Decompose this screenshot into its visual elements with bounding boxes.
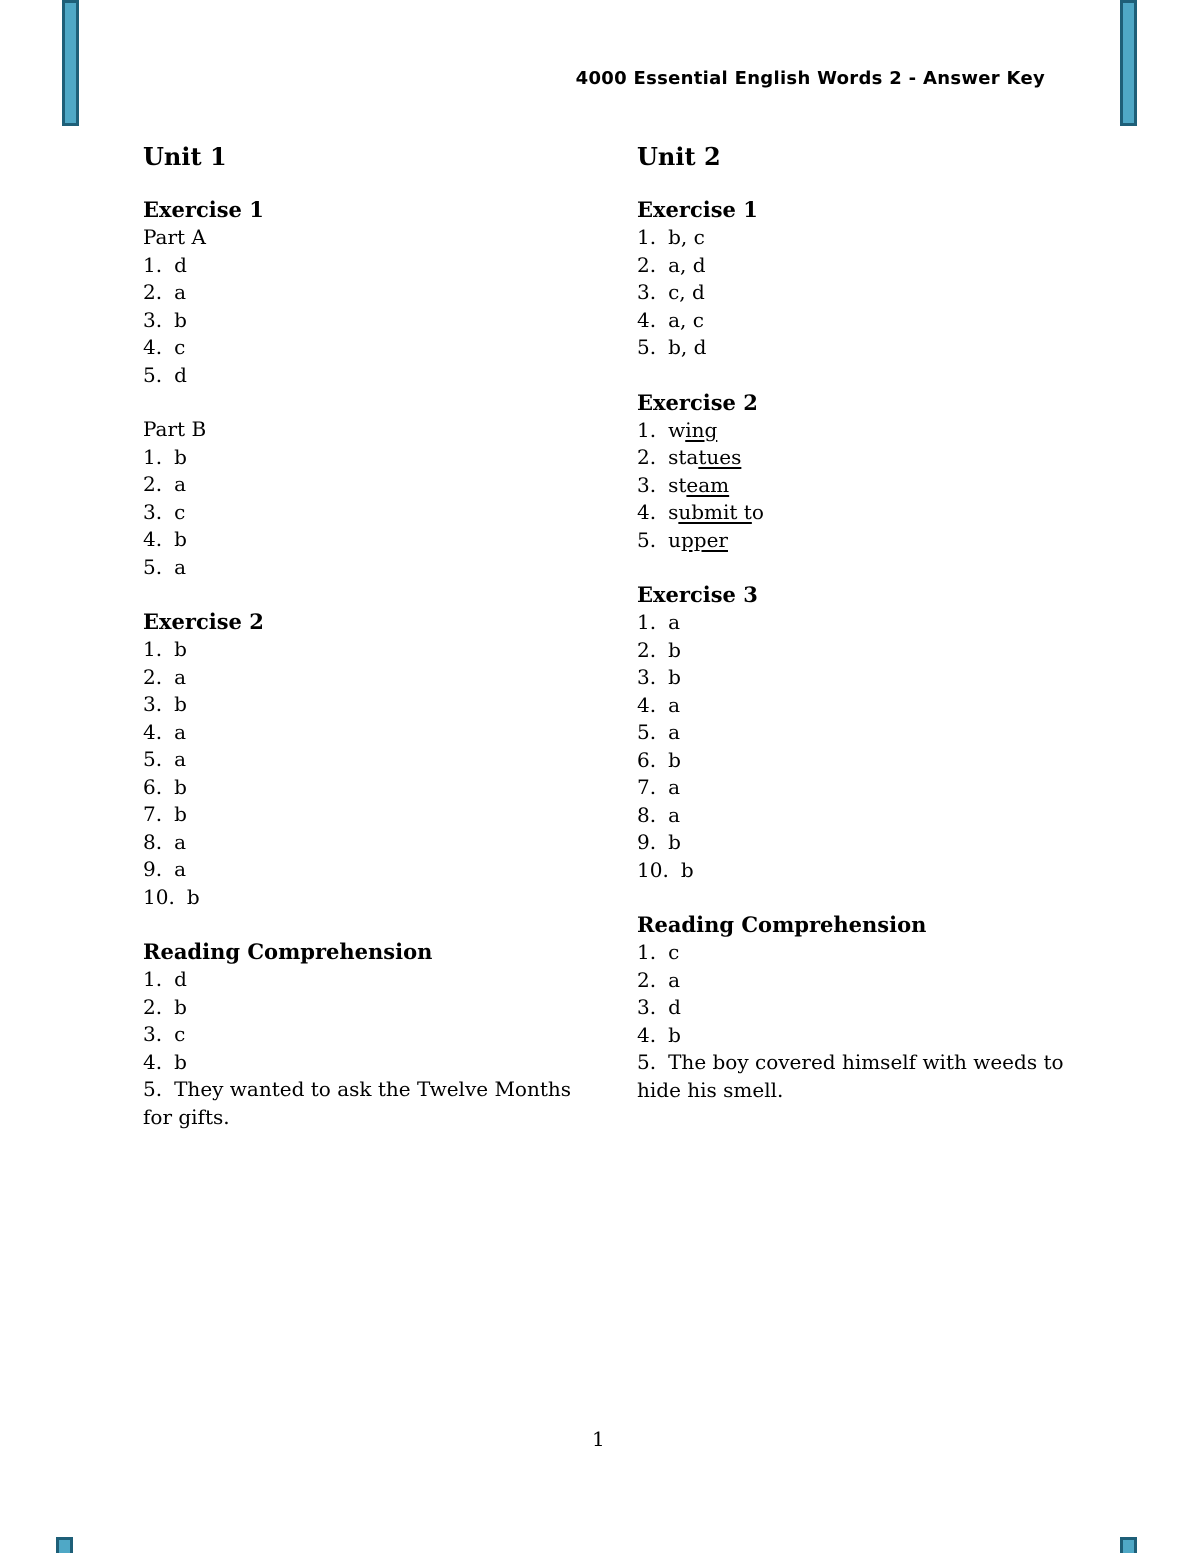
answer-item-number: 3. xyxy=(143,499,163,524)
answer-item-value: a xyxy=(668,967,681,992)
answer-item-number: 7. xyxy=(143,802,163,826)
block-heading: Reading Comprehension xyxy=(143,939,433,964)
answer-item-value: They wanted to ask the Twelve Months xyxy=(174,1077,572,1101)
answer-item-number: 5. xyxy=(143,1077,163,1101)
answer-item-number: 1. xyxy=(637,610,657,634)
answer-item xyxy=(143,499,637,527)
block-heading: Exercise 2 xyxy=(143,609,264,634)
decorative-bar-top-left xyxy=(62,0,79,126)
answer-item-number: 1. xyxy=(143,444,163,469)
answer-item-value: b xyxy=(680,857,694,882)
answer-item-value: b xyxy=(668,637,681,662)
answer-item xyxy=(637,829,1107,857)
answer-item-value: The boy covered himself with weeds to xyxy=(668,1050,1064,1074)
answer-item-value: c xyxy=(668,940,680,964)
answer-item-value: b xyxy=(186,884,200,909)
answer-item-number: 5. xyxy=(637,1050,657,1074)
answer-item xyxy=(637,224,1107,252)
answer-item-number: 4. xyxy=(637,692,657,717)
answer-item-number: 10. xyxy=(637,857,669,882)
answer-item xyxy=(143,691,637,719)
answer-item-number: 4. xyxy=(637,307,657,332)
decorative-bar-bottom-left xyxy=(56,1537,73,1553)
answer-item-number: 9. xyxy=(637,830,657,854)
answer-item-number: 3. xyxy=(637,665,657,689)
answer-item-number: 4. xyxy=(143,1049,163,1074)
answer-item xyxy=(143,307,637,335)
answer-item xyxy=(637,307,1107,335)
answer-item xyxy=(143,994,637,1022)
answer-item-number: 3. xyxy=(637,995,657,1019)
answer-item-value xyxy=(668,528,728,552)
answer-item-number: 3. xyxy=(143,692,163,716)
answer-item-number: 8. xyxy=(143,829,163,854)
decorative-bar-bottom-right xyxy=(1120,1537,1137,1553)
answer-item-value: a xyxy=(668,802,681,827)
answer-item xyxy=(637,499,1107,527)
answer-item-value: b xyxy=(174,774,187,799)
answer-item-value: a xyxy=(174,829,187,854)
answer-item-number: 4. xyxy=(637,500,657,524)
answer-item-number: 3. xyxy=(637,280,657,304)
answer-item-value: b xyxy=(174,802,187,826)
answer-item-number: 4. xyxy=(143,527,163,551)
answer-item xyxy=(143,746,637,774)
answer-item-continuation: hide his smell. xyxy=(637,1077,784,1102)
answer-item-value: b xyxy=(174,307,187,332)
answer-segment: st xyxy=(668,472,687,497)
answer-block xyxy=(637,389,1107,555)
answer-item xyxy=(637,857,1107,885)
answer-item xyxy=(637,527,1107,555)
answer-item-value: b xyxy=(668,1022,681,1047)
answer-item-number: 5. xyxy=(637,720,657,744)
answer-item-number: 2. xyxy=(143,280,163,304)
answer-item-value xyxy=(668,500,764,524)
answer-item-number: 1. xyxy=(143,967,163,991)
answer-segment: s xyxy=(668,500,679,524)
answer-item xyxy=(637,664,1107,692)
answer-item xyxy=(143,334,637,362)
answer-item xyxy=(143,444,637,472)
answer-item-value: a xyxy=(668,692,681,717)
answer-item xyxy=(143,1076,637,1104)
answer-item-value: b, c xyxy=(668,225,705,249)
answer-item xyxy=(143,1049,637,1077)
answer-segment: o xyxy=(751,500,764,524)
block-heading: Exercise 1 xyxy=(143,197,264,222)
answer-item-value: a, c xyxy=(668,307,704,332)
part-label: Part B xyxy=(143,417,207,441)
unit-column-2 xyxy=(637,142,1107,1158)
answer-key-columns xyxy=(143,142,1107,1158)
answer-block xyxy=(143,938,637,1131)
answer-item-value: c xyxy=(174,335,186,359)
answer-item-value: a xyxy=(174,554,187,579)
answer-item xyxy=(637,609,1107,637)
answer-item-value: b xyxy=(174,527,187,551)
answer-item xyxy=(143,554,637,582)
answer-item-number: 2. xyxy=(143,994,163,1019)
answer-item-value: b xyxy=(174,444,187,469)
answer-item-number: 7. xyxy=(637,775,657,799)
answer-item xyxy=(637,334,1107,362)
answer-item-value: c, d xyxy=(668,280,705,304)
answer-item-value: a xyxy=(174,472,187,496)
answer-item-value: a, d xyxy=(668,252,706,277)
block-heading: Reading Comprehension xyxy=(637,912,927,937)
answer-item-value xyxy=(668,445,741,469)
document-header-title: 4000 Essential English Words 2 - Answer Key xyxy=(575,68,1045,89)
answer-item-value xyxy=(668,418,717,442)
answer-item xyxy=(143,829,637,857)
answer-item xyxy=(143,774,637,802)
answer-item-value: a xyxy=(174,857,187,881)
answer-item-value: c xyxy=(174,1022,186,1046)
unit-title: Unit 2 xyxy=(637,142,721,171)
answer-item-value: a xyxy=(174,747,187,771)
answer-item-number: 2. xyxy=(637,445,657,469)
answer-item-value: b xyxy=(174,692,187,716)
answer-item-value xyxy=(668,473,729,497)
answer-item xyxy=(637,472,1107,500)
answer-item-value: b xyxy=(668,830,681,854)
answer-item xyxy=(637,939,1107,967)
answer-item xyxy=(637,692,1107,720)
answer-item xyxy=(143,636,637,664)
answer-item-value: d xyxy=(174,967,187,991)
answer-item-number: 9. xyxy=(143,857,163,881)
page-number: 1 xyxy=(592,1427,605,1451)
answer-item-value: a xyxy=(668,720,681,744)
answer-item-value: d xyxy=(668,995,681,1019)
answer-item xyxy=(637,774,1107,802)
answer-segment-underlined: eam xyxy=(686,472,730,497)
answer-item xyxy=(637,802,1107,830)
answer-item-number: 4. xyxy=(143,719,163,744)
answer-item xyxy=(637,719,1107,747)
answer-item-number: 2. xyxy=(637,967,657,992)
answer-item-number: 2. xyxy=(143,664,163,689)
answer-item-value: b xyxy=(668,747,681,772)
answer-item-number: 4. xyxy=(637,1022,657,1047)
answer-item xyxy=(143,884,637,912)
answer-item xyxy=(143,664,637,692)
answer-item-number: 1. xyxy=(637,940,657,964)
answer-item-value: d xyxy=(174,252,187,277)
answer-item-number: 5. xyxy=(637,335,657,359)
answer-item xyxy=(637,279,1107,307)
answer-item-number: 5. xyxy=(143,747,163,771)
answer-item-continuation: for gifts. xyxy=(143,1104,230,1129)
answer-item-value: b, d xyxy=(668,335,707,359)
answer-item-value: a xyxy=(668,775,681,799)
answer-item xyxy=(143,1021,637,1049)
answer-segment-underlined: ing xyxy=(685,417,718,442)
answer-item-number: 3. xyxy=(637,472,657,497)
answer-item xyxy=(143,801,637,829)
answer-item xyxy=(637,444,1107,472)
answer-block xyxy=(637,581,1107,884)
answer-item-value: b xyxy=(174,637,187,661)
answer-item xyxy=(143,526,637,554)
answer-item-number: 6. xyxy=(637,747,657,772)
answer-item xyxy=(143,471,637,499)
answer-segment-underlined: ubmit t xyxy=(678,500,752,524)
answer-item xyxy=(637,1049,1107,1077)
answer-block xyxy=(143,416,637,581)
answer-item xyxy=(143,856,637,884)
answer-segment: sta xyxy=(668,445,699,469)
answer-item xyxy=(143,362,637,390)
answer-item-value: a xyxy=(174,719,187,744)
block-heading: Exercise 3 xyxy=(637,582,758,607)
block-heading: Exercise 2 xyxy=(637,389,758,415)
answer-item xyxy=(143,966,637,994)
answer-item-value: a xyxy=(668,610,681,634)
part-label: Part A xyxy=(143,225,206,249)
answer-item-number: 1. xyxy=(637,417,657,442)
answer-item-number: 6. xyxy=(143,774,163,799)
block-heading: Exercise 1 xyxy=(637,197,758,222)
answer-item xyxy=(143,279,637,307)
answer-item-number: 5. xyxy=(637,527,657,552)
answer-item-number: 1. xyxy=(143,637,163,661)
answer-block xyxy=(143,196,637,389)
answer-block xyxy=(637,196,1107,362)
answer-item xyxy=(637,967,1107,995)
answer-block xyxy=(143,608,637,911)
answer-segment: u xyxy=(668,527,681,552)
answer-item-number: 1. xyxy=(637,225,657,249)
answer-item xyxy=(637,252,1107,280)
answer-item-number: 5. xyxy=(143,554,163,579)
answer-item xyxy=(143,719,637,747)
answer-item xyxy=(637,417,1107,445)
unit-column-1 xyxy=(143,142,637,1158)
answer-item-value: b xyxy=(174,1049,187,1074)
answer-item xyxy=(637,994,1107,1022)
answer-item-number: 2. xyxy=(143,472,163,496)
answer-segment-underlined: pper xyxy=(680,527,728,552)
answer-item xyxy=(637,1022,1107,1050)
answer-item-value: a xyxy=(174,280,187,304)
answer-item xyxy=(637,637,1107,665)
answer-item-number: 1. xyxy=(143,252,163,277)
answer-item-number: 4. xyxy=(143,335,163,359)
answer-item-number: 2. xyxy=(637,637,657,662)
answer-item-number: 3. xyxy=(143,307,163,332)
answer-item-value: a xyxy=(174,664,187,689)
answer-item-value: d xyxy=(174,362,187,387)
decorative-bar-top-right xyxy=(1120,0,1137,126)
answer-block xyxy=(637,911,1107,1104)
answer-item-number: 8. xyxy=(637,802,657,827)
unit-title: Unit 1 xyxy=(143,142,227,171)
answer-item-number: 10. xyxy=(143,884,175,909)
answer-item-number: 2. xyxy=(637,252,657,277)
answer-item xyxy=(143,252,637,280)
answer-item-value: b xyxy=(174,994,187,1019)
answer-item-number: 5. xyxy=(143,362,163,387)
answer-segment: w xyxy=(668,417,686,442)
answer-item-value: b xyxy=(668,665,681,689)
answer-item-number: 3. xyxy=(143,1022,163,1046)
answer-item xyxy=(637,747,1107,775)
answer-segment-underlined: tues xyxy=(698,445,742,469)
answer-item-value: c xyxy=(174,499,186,524)
